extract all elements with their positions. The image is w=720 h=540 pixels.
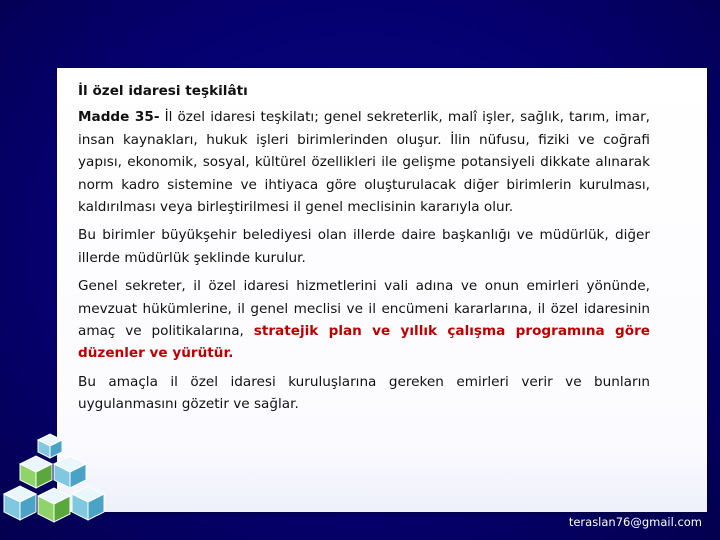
paragraph-general-secretary [78,275,650,365]
slide-text [78,80,650,422]
highlight-text: stratejik plan ve yıllık çalışma programına göre düzenler ve yürütür. [78,323,650,362]
cubes-icon [0,430,110,540]
paragraph-units: Bu birimler büyükşehir belediyesi olan illerde daire başkanlığı ve müdürlük, diğer illerde müdürlük şeklinde kurulur. [78,227,650,266]
general-secretary-text: Genel sekreter, il özel idaresi hizmetlerini vali adına ve onun emirleri yönünde, mevzuat hükümlerine, il genel meclisi ve il encümeni kararlarına, il özel idaresinin amaç ve politikalarına, [78,278,650,340]
author-email: teraslan76@gmail.com [568,515,702,529]
paragraph-madde-35 [78,106,650,218]
article-label: Madde 35- [78,109,160,126]
slide-title: İl özel idaresi teşkilâtı [78,83,248,99]
paragraph-purpose: Bu amaçla il özel idaresi kuruluşlarına gereken emirleri verir ve bunların uygulanmasını gözetir ve sağlar. [78,373,650,413]
article-text: İl özel idaresi teşkilatı; genel sekreterlik, malî işler, sağlık, tarım, imar, insan kaynakları, hukuk işleri birimlerinden oluşur. İlin nüfusu, fiziki ve coğrafi yapısı, ekonomik, sosyal, kültürel özellikleri ile gelişme potansiyeli dikkate alınarak norm kadro sistemine ve ihtiyaca göre oluşturulacak diğer birimlerin kurulması, kaldırılması veya birleştirilmesi il genel meclisinin kararıyla olur. [78,109,650,216]
